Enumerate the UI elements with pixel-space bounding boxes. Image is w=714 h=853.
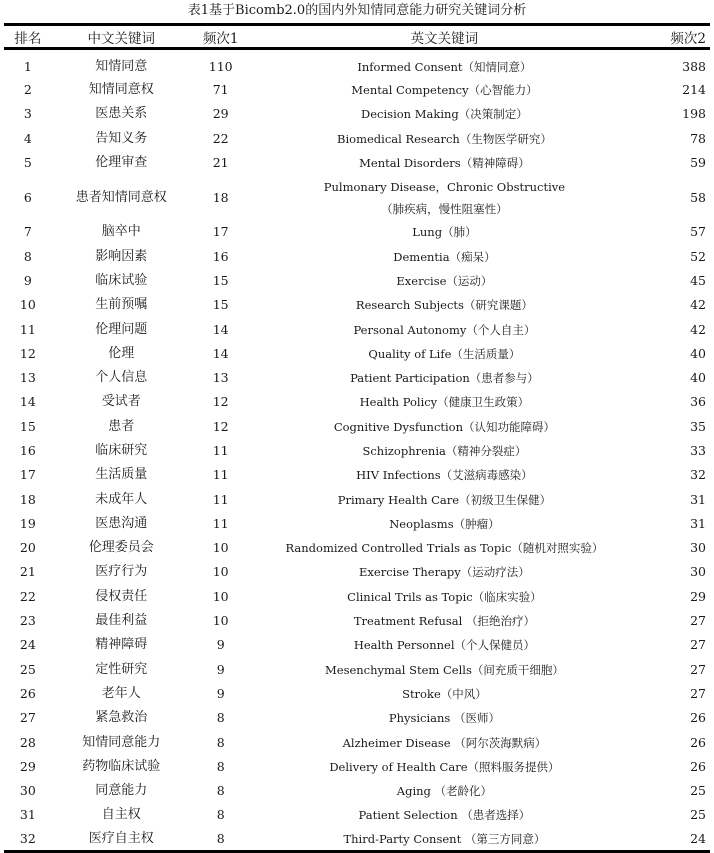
en-keyword-cell: Research Subjects（研究课题）: [355, 298, 533, 313]
header-rank: 排名: [14, 30, 42, 47]
table-row: [4, 755, 710, 779]
en-keyword-cell: Exercise Therapy（运动疗法）: [359, 565, 530, 580]
rank-cell: 32: [19, 831, 36, 846]
freq1-cell: 10: [212, 540, 229, 556]
rank-cell: 13: [19, 370, 36, 386]
table-title: 表1基于Bicomb2.0的国内外知情同意能力研究关键词分析: [187, 3, 527, 18]
en-keyword-cell: Mental Competency（心智能力）: [351, 83, 538, 98]
freq1-cell: 8: [216, 710, 225, 726]
cn-keyword-cell: 生活质量: [95, 467, 148, 483]
rank-cell: 4: [23, 130, 32, 146]
freq1-cell: 11: [212, 467, 229, 483]
table-row: [4, 439, 710, 463]
cn-keyword-cell: 医患沟通: [95, 515, 148, 531]
table-row: [4, 487, 710, 511]
cn-keyword-cell: 知情同意: [95, 59, 148, 74]
rank-cell: 22: [19, 588, 36, 604]
freq1-cell: 29: [212, 106, 229, 122]
freq2-cell: 26: [690, 710, 706, 726]
freq2-cell: 27: [690, 613, 706, 629]
en-keyword-cell: Aging （老龄化）: [396, 784, 493, 799]
table-header-row: [4, 25, 710, 49]
table-row: [4, 779, 710, 803]
cn-keyword-cell: 精神障碍: [95, 637, 148, 653]
table-row: [4, 127, 710, 151]
cn-keyword-cell: 紧急救治: [95, 710, 148, 726]
en-keyword-cell: Delivery of Health Care（照料服务提供）: [329, 759, 560, 774]
freq1-cell: 8: [216, 783, 225, 799]
cn-keyword-cell: 伦理委员会: [88, 540, 154, 556]
table-body: [4, 49, 710, 852]
freq2-cell: 214: [682, 82, 706, 98]
rank-cell: 6: [23, 189, 32, 205]
table-row: [4, 342, 710, 366]
en-keyword-cell: Quality of Life（生活质量）: [368, 346, 521, 361]
freq2-cell: 26: [690, 758, 706, 774]
freq2-cell: 26: [690, 734, 706, 750]
header-cn-keyword: 中文关键词: [87, 30, 156, 47]
en-keyword-cell: Treatment Refusal （拒绝治疗）: [353, 614, 535, 629]
table-row: [4, 585, 710, 609]
table-row: [4, 512, 710, 536]
rank-cell: 25: [19, 661, 36, 677]
freq1-cell: 12: [212, 394, 229, 410]
freq2-cell: 27: [690, 661, 706, 677]
freq1-cell: 22: [212, 130, 229, 146]
cn-keyword-cell: 定性研究: [95, 661, 148, 677]
rank-cell: 5: [23, 155, 32, 171]
freq2-cell: 45: [690, 272, 706, 288]
freq2-cell: 35: [690, 418, 706, 434]
en-keyword-cell: Neoplasms（肿瘤）: [389, 516, 500, 531]
en-keyword-cell: Stroke（中风）: [402, 686, 487, 701]
freq1-cell: 8: [216, 734, 225, 750]
en-keyword-line: （肺疾病，慢性阻塞性）: [381, 201, 508, 216]
table-row: [4, 609, 710, 633]
cn-keyword-cell: 同意能力: [95, 783, 148, 799]
cn-keyword-cell: 临床研究: [95, 443, 148, 458]
rank-cell: 20: [19, 540, 36, 556]
freq1-cell: 13: [212, 370, 229, 386]
rank-cell: 24: [19, 637, 36, 653]
rank-cell: 12: [19, 345, 36, 361]
table-row: [4, 658, 710, 682]
freq1-cell: 15: [212, 272, 229, 288]
freq1-cell: 8: [216, 831, 225, 846]
freq2-cell: 58: [690, 189, 706, 205]
freq1-cell: 110: [208, 59, 233, 74]
freq2-cell: 388: [682, 59, 706, 74]
freq2-cell: 30: [690, 564, 706, 580]
freq1-cell: 18: [212, 189, 229, 205]
cn-keyword-cell: 患者: [108, 418, 135, 434]
rank-cell: 21: [19, 564, 36, 580]
table-row: [4, 560, 710, 584]
cn-keyword-cell: 最佳利益: [95, 613, 148, 629]
rank-cell: 2: [23, 82, 32, 98]
en-keyword-cell: [251, 175, 639, 220]
rank-cell: 16: [19, 443, 36, 458]
freq2-cell: 57: [690, 224, 706, 240]
freq1-cell: 14: [212, 321, 229, 337]
en-keyword-cell: Alzheimer Disease （阿尔茨海默病）: [342, 735, 547, 750]
table-row: [4, 269, 710, 293]
freq1-cell: 11: [212, 515, 229, 531]
freq1-cell: 9: [216, 637, 225, 653]
cn-keyword-cell: 告知义务: [95, 130, 148, 146]
table-row: [4, 317, 710, 341]
cn-keyword-cell: 生前预嘱: [95, 297, 148, 313]
header-freq1: 频次1: [202, 30, 239, 47]
cn-keyword-cell: 临床试验: [95, 272, 148, 288]
table-row: [4, 730, 710, 754]
table-row: [4, 175, 710, 220]
table-row: [4, 366, 710, 390]
table-row: [4, 244, 710, 268]
freq1-cell: 8: [216, 758, 225, 774]
rank-cell: 26: [19, 685, 36, 701]
cn-keyword-cell: 侵权责任: [95, 588, 148, 604]
cn-keyword-cell: 医疗自主权: [88, 831, 154, 846]
rank-cell: 31: [19, 807, 36, 823]
freq1-cell: 8: [216, 807, 225, 823]
freq2-cell: 52: [690, 248, 706, 264]
table-row: [4, 828, 710, 852]
cn-keyword-cell: 老年人: [101, 685, 141, 701]
rank-cell: 1: [23, 59, 32, 74]
freq2-cell: 78: [690, 130, 706, 146]
en-keyword-cell: Clinical Trils as Topic（临床实验）: [347, 589, 542, 604]
freq1-cell: 71: [212, 82, 229, 98]
en-keyword-cell: Primary Health Care（初级卫生保健）: [337, 492, 552, 507]
en-keyword-cell: Health Policy（健康卫生政策）: [359, 395, 530, 410]
cn-keyword-cell: 影响因素: [95, 248, 148, 264]
freq1-cell: 21: [212, 155, 229, 171]
cn-keyword-cell: 患者知情同意权: [75, 189, 167, 205]
en-keyword-cell: Schizophrenia（精神分裂症）: [362, 444, 527, 458]
cn-keyword-cell: 药物临床试验: [82, 758, 161, 774]
freq2-cell: 40: [690, 370, 706, 386]
keyword-table: [4, 23, 710, 853]
en-keyword-cell: Patient Participation（患者参与）: [350, 371, 539, 386]
en-keyword-cell: Informed Consent（知情同意）: [357, 60, 532, 74]
freq2-cell: 24: [690, 831, 706, 846]
freq2-cell: 42: [690, 297, 706, 313]
freq1-cell: 10: [212, 564, 229, 580]
header-freq2: 频次2: [670, 30, 706, 47]
table-row: [4, 706, 710, 730]
freq1-cell: 14: [212, 345, 229, 361]
cn-keyword-cell: 知情同意能力: [82, 734, 161, 750]
en-keyword-cell: HIV Infections（艾滋病毒感染）: [356, 468, 533, 483]
en-keyword-cell: Patient Selection （患者选择）: [358, 808, 531, 823]
en-keyword-cell: Cognitive Dysfunction（认知功能障碍）: [333, 419, 556, 434]
rank-cell: 28: [19, 734, 36, 750]
freq1-cell: 11: [212, 491, 229, 507]
freq2-cell: 25: [690, 807, 706, 823]
cn-keyword-cell: 医患关系: [95, 106, 148, 122]
cn-keyword-cell: 脑卒中: [101, 224, 141, 240]
table-row: [4, 633, 710, 657]
freq2-cell: 27: [690, 685, 706, 701]
freq1-cell: 9: [216, 685, 225, 701]
freq1-cell: 15: [212, 297, 229, 313]
freq2-cell: 32: [690, 467, 706, 483]
rank-cell: 11: [19, 321, 36, 337]
rank-cell: 30: [19, 783, 36, 799]
rank-cell: 3: [23, 106, 32, 122]
freq1-cell: 16: [212, 248, 229, 264]
cn-keyword-cell: 医疗行为: [95, 564, 148, 580]
freq1-cell: 10: [212, 613, 229, 629]
rank-cell: 17: [19, 467, 36, 483]
freq2-cell: 40: [690, 345, 706, 361]
en-keyword-cell: Health Personnel（个人保健员）: [353, 638, 536, 653]
freq1-cell: 12: [212, 418, 229, 434]
rank-cell: 27: [19, 710, 36, 726]
freq2-cell: 27: [690, 637, 706, 653]
table-row: [4, 102, 710, 126]
table-row: [4, 151, 710, 175]
rank-cell: 10: [19, 297, 36, 313]
en-keyword-cell: Mental Disorders（精神障碍）: [359, 156, 530, 171]
freq2-cell: 33: [690, 443, 706, 458]
en-keyword-cell: Decision Making（决策制定）: [361, 107, 528, 122]
table-row: [4, 390, 710, 414]
cn-keyword-cell: 伦理: [108, 345, 135, 361]
header-en-keyword: 英文关键词: [410, 30, 479, 47]
freq2-cell: 59: [690, 155, 706, 171]
freq2-cell: 36: [690, 394, 706, 410]
freq2-cell: 198: [682, 106, 706, 122]
freq2-cell: 29: [690, 588, 706, 604]
freq2-cell: 31: [690, 491, 706, 507]
freq1-cell: 17: [212, 224, 229, 240]
rank-cell: 15: [19, 418, 36, 434]
table-row: [4, 536, 710, 560]
freq2-cell: 25: [690, 783, 706, 799]
cn-keyword-cell: 知情同意权: [88, 82, 154, 98]
freq1-cell: 10: [212, 588, 229, 604]
rank-cell: 8: [23, 248, 32, 264]
en-keyword-cell: Randomized Controlled Trials as Topic（随机对照实验）: [285, 541, 604, 556]
cn-keyword-cell: 自主权: [101, 807, 141, 823]
rank-cell: 7: [23, 224, 32, 240]
table-row: [4, 415, 710, 439]
rank-cell: 29: [19, 758, 36, 774]
cn-keyword-cell: 个人信息: [95, 370, 148, 386]
table-row: [4, 49, 710, 79]
en-keyword-cell: Lung（肺）: [412, 225, 477, 240]
cn-keyword-cell: 伦理问题: [95, 321, 148, 337]
cn-keyword-cell: 伦理审查: [95, 155, 148, 171]
en-keyword-cell: Third-Party Consent （第三方同意）: [343, 832, 546, 846]
rank-cell: 19: [19, 515, 36, 531]
en-keyword-cell: Exercise（运动）: [396, 273, 493, 288]
en-keyword-cell: Biomedical Research（生物医学研究）: [337, 131, 552, 146]
table-row: [4, 220, 710, 244]
en-keyword-cell: Mesenchymal Stem Cells（间充质干细胞）: [324, 662, 564, 677]
en-keyword-cell: Physicians （医师）: [388, 711, 500, 726]
freq1-cell: 9: [216, 661, 225, 677]
rank-cell: 9: [23, 272, 32, 288]
en-keyword-cell: Personal Autonomy（个人自主）: [353, 322, 536, 337]
freq2-cell: 42: [690, 321, 706, 337]
cn-keyword-cell: 未成年人: [95, 491, 148, 507]
freq1-cell: 11: [212, 443, 229, 458]
table-row: [4, 293, 710, 317]
freq2-cell: 31: [690, 515, 706, 531]
table-row: [4, 803, 710, 827]
en-keyword-line: Pulmonary Disease，Chronic Obstructive: [323, 179, 566, 194]
table-row: [4, 78, 710, 102]
rank-cell: 14: [19, 394, 36, 410]
table-row: [4, 682, 710, 706]
rank-cell: 18: [19, 491, 36, 507]
rank-cell: 23: [19, 613, 36, 629]
table-row: [4, 463, 710, 487]
freq2-cell: 30: [690, 540, 706, 556]
en-keyword-cell: Dementia（痴呆）: [393, 249, 496, 264]
cn-keyword-cell: 受试者: [101, 394, 141, 410]
